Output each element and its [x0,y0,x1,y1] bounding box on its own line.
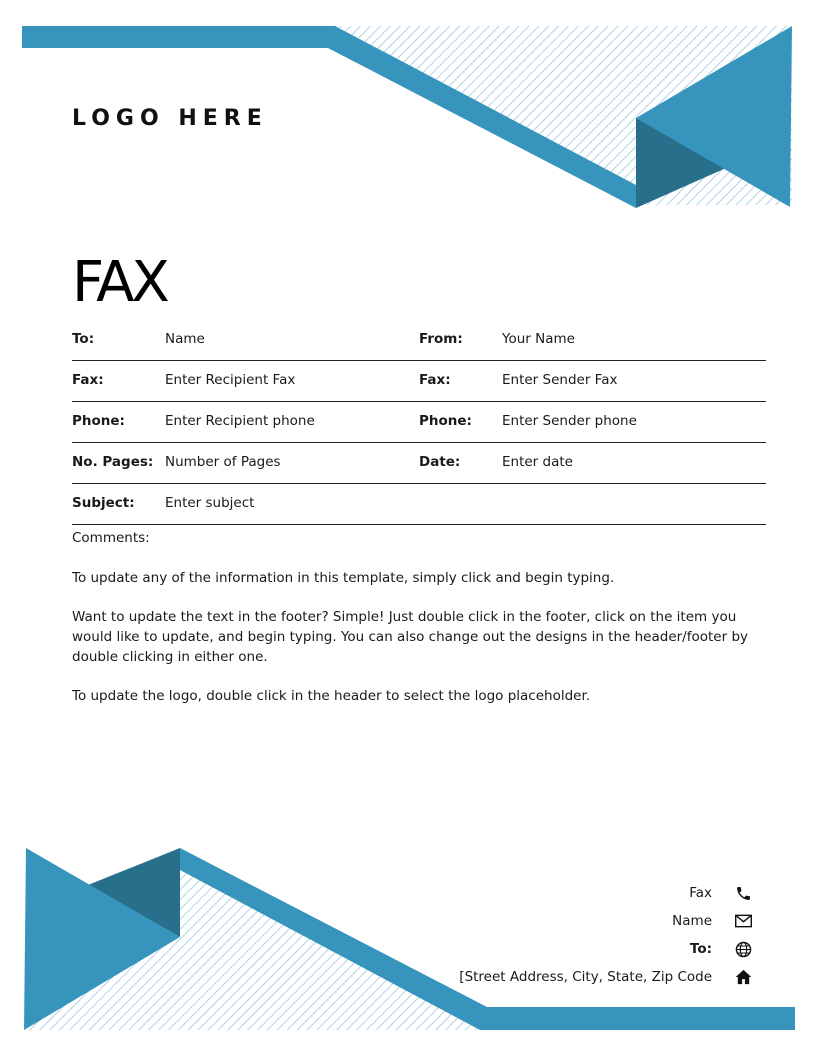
phone-to-value[interactable]: Enter Recipient phone [165,413,315,429]
comments-paragraph-3[interactable]: To update the logo, double click in the header to select the logo placeholder. [72,688,591,704]
phone-icon [733,883,753,903]
footer-address[interactable]: [Street Address, City, State, Zip Code [459,969,712,985]
phone-from-label: Phone: [419,413,472,429]
date-label: Date: [419,454,461,470]
page-title: FAX [72,250,167,315]
footer-fax[interactable]: Fax [689,885,712,901]
phone-to-label: Phone: [72,413,125,429]
to-value[interactable]: Name [165,331,205,347]
pages-label: No. Pages: [72,454,154,470]
field-row-fax [72,361,766,402]
field-row-subject [72,484,766,525]
home-icon [733,967,753,987]
comments-paragraph-2[interactable]: Want to update the text in the footer? Simple! Just double click in the footer, click on the item you would like to update, and begin typing. You can also change out the designs in the header/footer by double clicking in either one. [72,609,749,665]
fax-from-value[interactable]: Enter Sender Fax [502,372,618,388]
comments-paragraph-1[interactable]: To update any of the information in this template, simply click and begin typing. [72,570,615,586]
logo-placeholder[interactable]: LOGO HERE [72,106,268,131]
fax-fields [72,320,766,525]
comments-label: Comments: [72,530,150,546]
to-label: To: [72,331,95,347]
fax-to-value[interactable]: Enter Recipient Fax [165,372,296,388]
globe-icon [733,939,753,959]
pages-value[interactable]: Number of Pages [165,454,281,470]
field-row-phone [72,402,766,443]
field-row-to-from [72,320,766,361]
footer-to[interactable]: To: [689,941,712,957]
from-value[interactable]: Your Name [502,331,575,347]
footer-name[interactable]: Name [672,913,712,929]
subject-value[interactable]: Enter subject [165,495,255,511]
from-label: From: [419,331,463,347]
envelope-icon [733,911,753,931]
phone-from-value[interactable]: Enter Sender phone [502,413,637,429]
field-row-pages-date [72,443,766,484]
fax-from-label: Fax: [419,372,451,388]
comments-section [72,528,752,725]
date-value[interactable]: Enter date [502,454,573,470]
fax-to-label: Fax: [72,372,104,388]
subject-label: Subject: [72,495,135,511]
